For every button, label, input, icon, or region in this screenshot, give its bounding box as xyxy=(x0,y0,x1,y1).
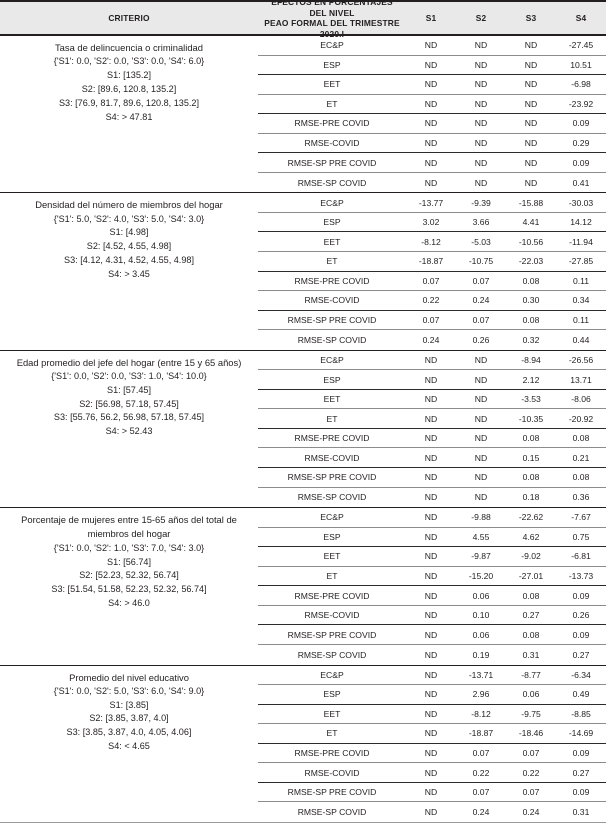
cell-s3: ND xyxy=(524,98,538,109)
row-label: ESP xyxy=(323,374,341,385)
cell-s1: ND xyxy=(424,669,438,680)
table-row xyxy=(258,252,606,272)
cell-s1: ND xyxy=(424,157,438,168)
cell-s2: 0.06 xyxy=(472,629,490,640)
table-row xyxy=(258,744,606,764)
criterion-rows xyxy=(258,666,606,822)
table-row xyxy=(258,705,606,725)
row-label: EET xyxy=(323,708,341,719)
cell-s1: ND xyxy=(424,708,438,719)
cell-s2: ND xyxy=(474,433,488,444)
cell-s4: 0.09 xyxy=(572,629,590,640)
criterion-detail-line: S4: < 4.65 xyxy=(108,741,150,752)
cell-s2: 0.10 xyxy=(472,610,490,621)
cell-s3: -8.77 xyxy=(521,669,541,680)
cell-s2: -5.03 xyxy=(471,236,491,247)
cell-s4: 0.09 xyxy=(572,118,590,129)
table-row xyxy=(258,134,606,154)
row-label: RMSE-SP PRE COVID xyxy=(287,629,377,640)
cell-s2: -9.87 xyxy=(471,551,491,562)
cell-s2: -9.88 xyxy=(471,512,491,523)
table-row xyxy=(258,508,606,528)
cell-s4: -30.03 xyxy=(568,197,594,208)
criterion-detail-line: S3: [51.54, 51.58, 52.23, 52.32, 56.74] xyxy=(51,584,207,595)
table-row xyxy=(258,153,606,173)
row-label: ESP xyxy=(323,531,341,542)
criterion-title: Tasa de delincuencia o criminalidad xyxy=(54,42,203,53)
cell-s3: -18.46 xyxy=(518,728,544,739)
cell-s3: 0.06 xyxy=(522,689,540,700)
cell-s4: -27.85 xyxy=(568,256,594,267)
cell-s3: ND xyxy=(524,118,538,129)
criterion-group xyxy=(0,36,606,193)
criterion-group xyxy=(0,666,606,823)
cell-s4: -26.56 xyxy=(568,355,594,366)
cell-s2: ND xyxy=(474,98,488,109)
cell-s1: ND xyxy=(424,767,438,778)
table-row xyxy=(258,95,606,115)
cell-s2: ND xyxy=(474,472,488,483)
cell-s2: ND xyxy=(474,40,488,51)
cell-s2: ND xyxy=(474,452,488,463)
cell-s1: ND xyxy=(424,571,438,582)
cell-s2: 0.07 xyxy=(472,275,490,286)
criterion-detail-line: S2: [89.6, 120.8, 135.2] xyxy=(81,83,177,94)
cell-s1: 0.07 xyxy=(422,314,440,325)
criterion-detail-line: S1: [56.74] xyxy=(107,556,151,567)
cell-s4: -13.73 xyxy=(568,571,594,582)
cell-s4: 0.09 xyxy=(572,157,590,168)
cell-s2: ND xyxy=(474,355,488,366)
cell-s1: ND xyxy=(424,787,438,798)
row-label: ET xyxy=(326,413,338,424)
table-row xyxy=(258,409,606,429)
row-label: RMSE-SP PRE COVID xyxy=(287,314,377,325)
criterion-detail-line: S2: [56.98, 57.18, 57.45] xyxy=(79,398,179,409)
table-row xyxy=(258,351,606,371)
cell-s2: 0.24 xyxy=(472,807,490,818)
table-row xyxy=(258,213,606,233)
cell-s4: 0.11 xyxy=(572,275,590,286)
cell-s1: ND xyxy=(424,590,438,601)
criterion-rows xyxy=(258,351,606,507)
cell-s4: -6.98 xyxy=(571,79,591,90)
cell-s2: 2.96 xyxy=(472,689,490,700)
cell-s2: 0.07 xyxy=(472,787,490,798)
table-row xyxy=(258,232,606,252)
column-header-efectos xyxy=(258,0,406,39)
cell-s4: 0.29 xyxy=(572,138,590,148)
row-label: EC&P xyxy=(320,355,344,366)
criterion-detail-line: {'S1': 5.0, 'S2': 4.0, 'S3': 5.0, 'S4': 3.0} xyxy=(53,213,205,224)
criterion-group xyxy=(0,193,606,350)
cell-s4: 0.09 xyxy=(572,787,590,798)
criterion-detail-line: {'S1': 0.0, 'S2': 5.0, 'S3': 6.0, 'S4': 9.0} xyxy=(53,685,205,696)
criterion-rows xyxy=(258,508,606,664)
cell-s1: ND xyxy=(424,629,438,640)
cell-s4: 0.36 xyxy=(572,492,590,503)
cell-s2: 0.24 xyxy=(472,295,490,306)
row-label: RMSE-SP COVID xyxy=(297,807,367,818)
row-label: EC&P xyxy=(320,40,344,51)
cell-s3: 0.08 xyxy=(522,314,540,325)
cell-s2: ND xyxy=(474,79,488,90)
cell-s1: ND xyxy=(424,747,438,758)
cell-s3: 0.08 xyxy=(522,275,540,286)
criterion-detail-line: S4: > 52.43 xyxy=(105,426,153,437)
cell-s2: 0.06 xyxy=(472,590,490,601)
column-header-s4: S4 xyxy=(575,12,587,23)
cell-s4: -8.06 xyxy=(571,394,591,405)
table-row xyxy=(258,488,606,508)
cell-s3: -10.56 xyxy=(518,236,544,247)
row-label: RMSE-SP COVID xyxy=(297,334,367,345)
cell-s4: -6.34 xyxy=(571,669,591,680)
cell-s1: ND xyxy=(424,492,438,503)
cell-s4: -14.69 xyxy=(568,728,594,739)
cell-s2: ND xyxy=(474,374,488,385)
criterion-title: Densidad del número de miembros del hogar xyxy=(35,199,223,211)
criterion-title: Porcentaje de mujeres entre 15-65 años del total de miembros del hogar xyxy=(21,514,237,540)
cell-s2: -9.39 xyxy=(471,197,491,208)
cell-s1: ND xyxy=(424,374,438,385)
cell-s4: 0.27 xyxy=(572,649,590,660)
cell-s3: -10.35 xyxy=(518,413,544,424)
cell-s4: -23.92 xyxy=(568,98,594,109)
row-label: RMSE-SP PRE COVID xyxy=(287,157,377,168)
row-label: RMSE-SP PRE COVID xyxy=(287,472,377,483)
row-label: ET xyxy=(326,98,338,109)
column-header-s2: S2 xyxy=(475,12,487,23)
table-row xyxy=(258,272,606,292)
criterion-detail-line: S4: > 3.45 xyxy=(108,268,150,279)
table-row xyxy=(258,586,606,606)
cell-s3: 0.08 xyxy=(522,629,540,640)
row-label: ET xyxy=(326,571,338,582)
cell-s1: ND xyxy=(424,807,438,818)
criterion-description xyxy=(0,666,258,822)
row-label: ET xyxy=(326,728,338,739)
cell-s4: 0.41 xyxy=(572,177,590,188)
table-header-row xyxy=(0,0,606,39)
cell-s4: 0.08 xyxy=(572,472,590,483)
cell-s4: -11.94 xyxy=(569,236,593,247)
cell-s4: 10.51 xyxy=(570,59,592,70)
cell-s1: ND xyxy=(424,40,438,51)
cell-s4: 0.27 xyxy=(572,767,590,778)
criterion-title: Promedio del nivel educativo xyxy=(69,671,189,683)
table-body xyxy=(0,36,606,823)
row-label: RMSE-PRE COVID xyxy=(294,590,370,601)
cell-s3: 0.22 xyxy=(522,767,540,778)
table-row xyxy=(258,56,606,76)
cell-s1: ND xyxy=(424,433,438,444)
table-row xyxy=(258,330,606,350)
cell-s2: 0.22 xyxy=(472,767,490,778)
row-label: EET xyxy=(323,79,341,90)
cell-s1: 0.24 xyxy=(422,334,440,345)
criterion-detail-line: S3: [55.76, 56.2, 56.98, 57.18, 57.45] xyxy=(53,412,205,423)
cell-s3: -22.03 xyxy=(518,256,544,267)
cell-s3: 0.15 xyxy=(522,452,540,463)
table-row xyxy=(258,567,606,587)
cell-s2: ND xyxy=(474,59,488,70)
cell-s1: ND xyxy=(424,79,438,90)
criterion-detail-line: {'S1': 0.0, 'S2': 0.0, 'S3': 0.0, 'S4': 6.0} xyxy=(53,56,205,67)
cell-s3: 0.24 xyxy=(522,807,540,818)
cell-s1: ND xyxy=(424,512,438,523)
cell-s3: 0.07 xyxy=(522,787,540,798)
criterion-detail-line: S1: [57.45] xyxy=(107,384,151,395)
criterion-title: Edad promedio del jefe del hogar (entre 15 y 65 años) xyxy=(16,356,242,368)
cell-s3: ND xyxy=(524,79,538,90)
table-row xyxy=(258,802,606,822)
cell-s2: ND xyxy=(474,138,488,148)
row-label: RMSE-COVID xyxy=(304,452,360,463)
cell-s3: ND xyxy=(524,177,538,188)
table-row xyxy=(258,606,606,626)
table-row xyxy=(258,429,606,449)
cell-s2: 0.26 xyxy=(472,334,490,345)
cell-s2: 0.07 xyxy=(472,747,490,758)
table-row xyxy=(258,783,606,803)
table-row xyxy=(258,666,606,686)
cell-s4: -6.81 xyxy=(571,551,591,562)
cell-s3: ND xyxy=(524,40,538,51)
cell-s1: -8.12 xyxy=(421,236,441,247)
cell-s2: 0.07 xyxy=(472,314,490,325)
table-row xyxy=(258,370,606,390)
table-row xyxy=(258,763,606,783)
cell-s4: 13.71 xyxy=(570,374,592,385)
cell-s3: -27.01 xyxy=(518,571,544,582)
cell-s2: ND xyxy=(474,394,488,405)
table-row xyxy=(258,625,606,645)
criterion-detail-line: S4: > 47.81 xyxy=(105,111,153,122)
cell-s1: ND xyxy=(424,118,438,129)
cell-s1: 3.02 xyxy=(422,217,440,228)
cell-s4: -20.92 xyxy=(568,413,594,424)
row-label: RMSE-COVID xyxy=(304,610,360,621)
criterion-detail-line: S4: > 46.0 xyxy=(108,597,150,608)
criterion-description xyxy=(0,508,258,664)
row-label: EC&P xyxy=(320,512,344,523)
cell-s1: ND xyxy=(424,138,438,148)
cell-s3: -9.02 xyxy=(521,551,541,562)
cell-s3: -8.94 xyxy=(521,355,541,366)
cell-s4: 0.44 xyxy=(572,334,590,345)
cell-s3: -22.62 xyxy=(518,512,544,523)
row-label: RMSE-PRE COVID xyxy=(294,275,370,286)
cell-s3: ND xyxy=(524,157,538,168)
table-row xyxy=(258,547,606,567)
criterion-description xyxy=(0,351,258,507)
cell-s1: ND xyxy=(424,649,438,660)
criterion-detail-line: {'S1': 0.0, 'S2': 1.0, 'S3': 7.0, 'S4': 3.0} xyxy=(53,542,205,553)
cell-s4: 14.12 xyxy=(570,217,592,228)
row-label: RMSE-COVID xyxy=(304,138,360,148)
cell-s2: -10.75 xyxy=(468,256,494,267)
column-header-efectos-line1: EFECTOS EN PORCENTAJES DEL NIVEL xyxy=(271,0,393,18)
table-row xyxy=(258,390,606,410)
table-row xyxy=(258,724,606,744)
cell-s4: 0.21 xyxy=(572,452,590,463)
cell-s3: 0.08 xyxy=(522,472,540,483)
cell-s3: 2.12 xyxy=(522,374,540,385)
column-header-criterio: CRITERIO xyxy=(108,12,150,23)
cell-s4: -7.67 xyxy=(571,512,591,523)
row-label: RMSE-SP COVID xyxy=(297,492,367,503)
cell-s3: 0.30 xyxy=(522,295,540,306)
row-label: RMSE-SP COVID xyxy=(297,649,367,660)
table-row xyxy=(258,685,606,705)
row-label: EET xyxy=(323,394,341,405)
cell-s1: ND xyxy=(424,59,438,70)
cell-s3: 0.31 xyxy=(522,649,540,660)
cell-s2: ND xyxy=(474,177,488,188)
cell-s1: ND xyxy=(424,413,438,424)
column-header-s1: S1 xyxy=(425,12,437,23)
cell-s2: 3.66 xyxy=(472,217,490,228)
table-row xyxy=(258,75,606,95)
criterion-detail-line: S1: [135.2] xyxy=(107,70,151,81)
cell-s3: -3.53 xyxy=(521,394,541,405)
cell-s2: -8.12 xyxy=(471,708,491,719)
criterion-detail-line: S1: [4.98] xyxy=(109,227,149,238)
criterion-detail-line: {'S1': 0.0, 'S2': 0.0, 'S3': 1.0, 'S4': 10.0} xyxy=(51,371,207,382)
cell-s3: -9.75 xyxy=(521,708,541,719)
table-row xyxy=(258,173,606,193)
column-header-s3: S3 xyxy=(525,12,537,23)
table-row xyxy=(258,448,606,468)
row-label: ET xyxy=(326,256,338,267)
criterion-detail-line: S2: [3.85, 3.87, 4.0] xyxy=(89,713,169,724)
row-label: ESP xyxy=(323,689,341,700)
criterion-description xyxy=(0,36,258,192)
row-label: EET xyxy=(323,236,341,247)
cell-s4: -8.85 xyxy=(571,708,591,719)
table-row xyxy=(258,528,606,548)
cell-s1: -13.77 xyxy=(418,197,444,208)
criterion-detail-line: S3: [76.9, 81.7, 89.6, 120.8, 135.2] xyxy=(58,97,200,108)
cell-s3: 0.07 xyxy=(522,747,540,758)
cell-s4: 0.49 xyxy=(572,689,590,700)
criterion-group xyxy=(0,351,606,508)
criterion-detail-line: S3: [3.85, 3.87, 4.0, 4.05, 4.06] xyxy=(66,727,192,738)
cell-s1: ND xyxy=(424,355,438,366)
row-label: RMSE-PRE COVID xyxy=(294,433,370,444)
cell-s1: ND xyxy=(424,394,438,405)
criterion-detail-line: S2: [4.52, 4.55, 4.98] xyxy=(86,241,172,252)
row-label: EET xyxy=(323,551,341,562)
cell-s1: ND xyxy=(424,551,438,562)
criterion-rows xyxy=(258,193,606,349)
cell-s4: -27.45 xyxy=(568,40,594,51)
cell-s2: ND xyxy=(474,413,488,424)
cell-s3: 0.18 xyxy=(522,492,540,503)
table-row xyxy=(258,114,606,134)
cell-s2: -13.71 xyxy=(468,669,494,680)
row-label: RMSE-SP COVID xyxy=(297,177,367,188)
cell-s1: ND xyxy=(424,472,438,483)
table-row xyxy=(258,645,606,665)
cell-s3: 4.62 xyxy=(522,531,540,542)
cell-s4: 0.11 xyxy=(572,314,590,325)
row-label: RMSE-COVID xyxy=(304,767,360,778)
table-row xyxy=(258,311,606,331)
cell-s3: 0.27 xyxy=(522,610,540,621)
criterion-detail-line: S2: [52.23, 52.32, 56.74] xyxy=(79,570,179,581)
row-label: RMSE-SP PRE COVID xyxy=(287,787,377,798)
cell-s3: ND xyxy=(524,138,538,148)
row-label: EC&P xyxy=(320,197,344,208)
criterion-group xyxy=(0,508,606,665)
cell-s1: ND xyxy=(424,452,438,463)
cell-s2: ND xyxy=(474,492,488,503)
cell-s3: 0.08 xyxy=(522,433,540,444)
table-row xyxy=(258,193,606,213)
cell-s2: 4.55 xyxy=(472,531,490,542)
cell-s2: -15.20 xyxy=(468,571,494,582)
cell-s4: 0.31 xyxy=(572,807,590,818)
table-row xyxy=(258,36,606,56)
row-label: RMSE-PRE COVID xyxy=(294,118,370,129)
cell-s3: -15.88 xyxy=(518,197,544,208)
cell-s4: 0.08 xyxy=(572,433,590,444)
cell-s1: 0.07 xyxy=(422,275,440,286)
cell-s1: ND xyxy=(424,728,438,739)
cell-s2: ND xyxy=(474,118,488,129)
cell-s1: ND xyxy=(424,610,438,621)
cell-s3: 0.32 xyxy=(522,334,540,345)
criterion-rows xyxy=(258,36,606,192)
row-label: ESP xyxy=(323,217,341,228)
criterion-detail-line: S1: [3.85] xyxy=(109,699,149,710)
cell-s3: ND xyxy=(524,59,538,70)
criterion-detail-line: S3: [4.12, 4.31, 4.52, 4.55, 4.98] xyxy=(64,255,194,266)
cell-s4: 0.09 xyxy=(572,590,590,601)
row-label: RMSE-COVID xyxy=(304,295,360,306)
cell-s2: -18.87 xyxy=(468,728,494,739)
row-label: EC&P xyxy=(320,669,344,680)
cell-s1: ND xyxy=(424,98,438,109)
table-row xyxy=(258,291,606,311)
cell-s1: -18.87 xyxy=(418,256,444,267)
row-label: ESP xyxy=(323,59,341,70)
cell-s1: ND xyxy=(424,531,438,542)
cell-s1: ND xyxy=(424,689,438,700)
cell-s1: ND xyxy=(424,177,438,188)
cell-s2: ND xyxy=(474,157,488,168)
cell-s4: 0.75 xyxy=(572,531,590,542)
column-header-efectos-line2: PEAO FORMAL DEL TRIMESTRE 2020.I xyxy=(264,18,400,39)
row-label: RMSE-PRE COVID xyxy=(294,747,370,758)
cell-s4: 0.09 xyxy=(572,747,590,758)
cell-s3: 4.41 xyxy=(522,217,540,228)
cell-s1: 0.22 xyxy=(422,295,440,306)
table-row xyxy=(258,468,606,488)
cell-s4: 0.26 xyxy=(572,610,590,621)
criterion-description xyxy=(0,193,258,349)
cell-s2: 0.19 xyxy=(472,649,490,660)
cell-s4: 0.34 xyxy=(572,295,590,306)
cell-s3: 0.08 xyxy=(522,590,540,601)
